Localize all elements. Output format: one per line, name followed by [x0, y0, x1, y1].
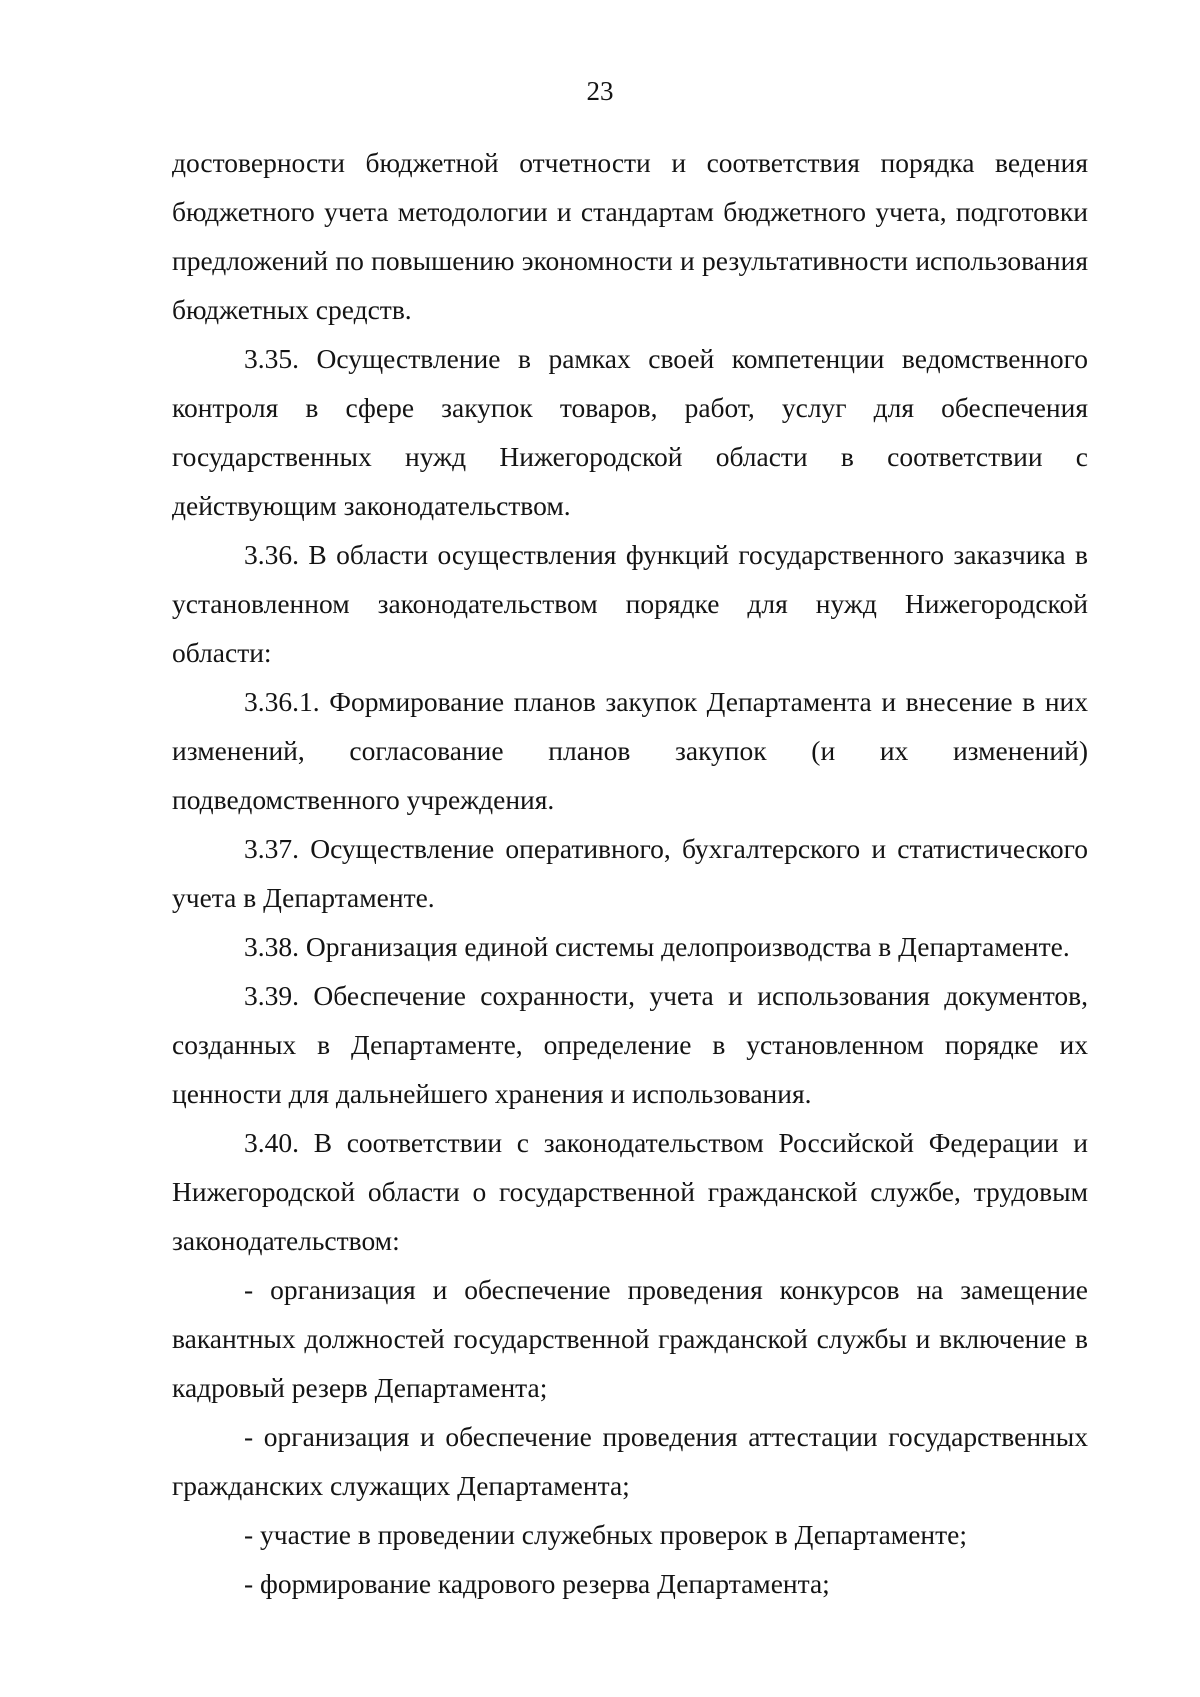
paragraph-3-40: 3.40. В соответствии с законодательством Российской Федерации и Нижегородской области о государственной гражданской службе, трудовым законодательством: [172, 1127, 1088, 1256]
list-item-attestation: - организация и обеспечение проведения аттестации государственных гражданских служащих Департамента; [172, 1421, 1088, 1501]
paragraph-3-37: 3.37. Осуществление оперативного, бухгалтерского и статистического учета в Департаменте. [172, 833, 1088, 913]
document-body [172, 138, 1088, 1608]
paragraph-3-35: 3.35. Осуществление в рамках своей компетенции ведомственного контроля в сфере закупок товаров, работ, услуг для обеспечения государственных нужд Нижегородской области в соответствии с действующим законодательством. [172, 343, 1088, 521]
paragraph-3-39: 3.39. Обеспечение сохранности, учета и использования документов, созданных в Департаменте, определение в установленном порядке их ценности для дальнейшего хранения и использования. [172, 980, 1088, 1109]
paragraph-3-36: 3.36. В области осуществления функций государственного заказчика в установленном законодательством порядке для нужд Нижегородской области: [172, 539, 1088, 668]
paragraph-3-38: 3.38. Организация единой системы делопроизводства в Департаменте. [244, 931, 1070, 962]
list-item-inspections: - участие в проведении служебных проверок в Департаменте; [244, 1519, 967, 1550]
paragraph-3-36-1: 3.36.1. Формирование планов закупок Департамента и внесение в них изменений, согласование планов закупок (и их изменений) подведомственного учреждения. [172, 686, 1088, 815]
paragraph-continuation: достоверности бюджетной отчетности и соответствия порядка ведения бюджетного учета методологии и стандартам бюджетного учета, подготовки предложений по повышению экономности и результативности использования бюджетных средств. [172, 147, 1088, 325]
page-number: 23 [586, 76, 614, 106]
list-item-personnel-reserve: - формирование кадрового резерва Департамента; [244, 1568, 830, 1599]
list-item-competitions: - организация и обеспечение проведения конкурсов на замещение вакантных должностей государственной гражданской службы и включение в кадровый резерв Департамента; [172, 1274, 1088, 1403]
